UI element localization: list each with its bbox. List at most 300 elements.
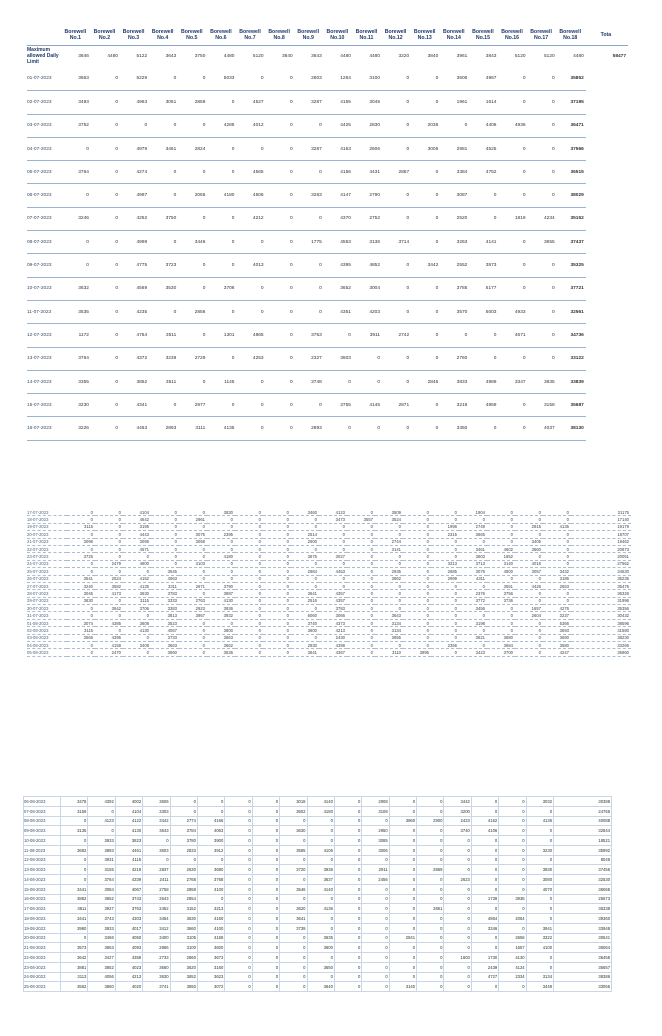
value-cell: 3287 [295, 137, 324, 160]
value-cell: 0 [307, 953, 334, 963]
value-cell: 4100 [526, 943, 553, 953]
value-cell: 3763 [115, 904, 142, 914]
value-cell: 4135 [543, 523, 571, 530]
value-cell: 0 [403, 597, 431, 604]
value-cell: 2520 [440, 207, 469, 230]
value-cell: 0 [235, 538, 263, 545]
value-cell: 0 [263, 553, 291, 560]
value-cell: 0 [91, 277, 120, 300]
value-cell: 0 [389, 797, 416, 807]
value-cell: 0 [403, 582, 431, 589]
value-cell: 4130 [207, 597, 235, 604]
value-cell: 37195 [557, 91, 586, 114]
value-cell: 0 [266, 277, 295, 300]
value-cell: 0 [252, 875, 279, 885]
value-cell: 2479 [95, 560, 123, 567]
value-cell: 2036 [411, 114, 440, 137]
value-cell: 4235 [120, 300, 149, 323]
value-cell: 19179 [571, 523, 631, 530]
value-cell: 3115 [67, 627, 95, 634]
value-cell: 0 [498, 231, 527, 254]
value-cell: 20873 [571, 545, 631, 552]
value-cell: 0 [526, 953, 553, 963]
value-cell: 3955 [375, 634, 403, 641]
value-cell: 3662 [207, 642, 235, 649]
value-cell: 3933 [88, 836, 115, 846]
value-cell: 0 [444, 894, 471, 904]
value-cell: 2790 [353, 184, 382, 207]
value-cell: 0 [417, 933, 444, 943]
value-cell: 0 [266, 347, 295, 370]
value-cell: 0 [252, 923, 279, 933]
value-cell: 0 [431, 590, 459, 597]
value-cell: 3076 [459, 568, 487, 575]
value-cell: 3580 [543, 642, 571, 649]
value-cell: 0 [307, 826, 334, 836]
value-cell: 0 [263, 545, 291, 552]
value-cell: 33055 [554, 982, 612, 992]
value-cell: 0 [62, 231, 91, 254]
value-cell: 0 [207, 538, 235, 545]
value-cell: 2630 [170, 865, 197, 875]
value-cell: 0 [389, 855, 416, 865]
value-cell: 0 [498, 137, 527, 160]
value-cell: 0 [431, 545, 459, 552]
date-cell: 06-08-2023 [24, 797, 61, 807]
value-cell: 0 [179, 568, 207, 575]
value-cell: 0 [498, 417, 527, 440]
value-cell: 3783 [319, 605, 347, 612]
value-cell: 4140 [307, 797, 334, 807]
value-cell: 0 [471, 884, 498, 894]
value-cell: 3473 [319, 516, 347, 523]
value-cell: 0 [499, 845, 526, 855]
value-cell: 3442 [143, 816, 170, 826]
value-cell: 3706 [207, 277, 236, 300]
value-cell: 2846 [411, 370, 440, 393]
value-cell: 3630 [280, 826, 307, 836]
value-cell: 4406 [469, 114, 498, 137]
value-cell: 4372 [120, 347, 149, 370]
value-cell: 0 [543, 590, 571, 597]
value-cell: 0 [252, 982, 279, 992]
value-cell: 0 [319, 560, 347, 567]
value-cell: 2981 [440, 137, 469, 160]
value-cell: 0 [91, 254, 120, 277]
value-cell: 3111 [178, 417, 207, 440]
value-cell: 2430 [319, 634, 347, 641]
value-cell: 0 [123, 553, 151, 560]
date-cell: 18-07-2023 [27, 516, 67, 523]
value-cell: 3600 [197, 943, 224, 953]
value-cell: 0 [123, 612, 151, 619]
date-cell: 24-08-2023 [24, 972, 61, 982]
limit-cell: 3643 [165, 54, 177, 60]
value-cell: 37437 [557, 231, 586, 254]
value-cell: 0 [170, 797, 197, 807]
value-cell: 0 [235, 612, 263, 619]
column-header: Tota [586, 25, 628, 46]
date-cell: 21-07-2023 [27, 538, 67, 545]
value-cell: 0 [459, 627, 487, 634]
limit-cell: 3961 [456, 54, 468, 60]
value-cell: 0 [403, 568, 431, 575]
value-cell: 0 [207, 91, 236, 114]
value-cell: 0 [266, 184, 295, 207]
value-cell: 35152 [557, 207, 586, 230]
value-cell: 3772 [459, 597, 487, 604]
value-cell: 35687 [557, 394, 586, 417]
date-cell: 05-08-2023 [27, 649, 67, 656]
value-cell: 0 [252, 962, 279, 972]
limit-cell: 5120 [514, 54, 526, 60]
value-cell: 0 [120, 114, 149, 137]
value-cell: 4212 [236, 207, 265, 230]
value-cell: 0 [528, 68, 557, 91]
value-cell: 2893 [149, 417, 178, 440]
value-cell: 0 [151, 545, 179, 552]
value-cell: 4357 [319, 590, 347, 597]
value-cell: 4213 [319, 627, 347, 634]
value-cell: 2600 [291, 538, 319, 545]
value-cell: 0 [411, 347, 440, 370]
value-cell: 4979 [120, 137, 149, 160]
value-cell: 4135 [123, 582, 151, 589]
value-cell: 4135 [207, 417, 236, 440]
value-cell: 0 [295, 300, 324, 323]
table-row [27, 516, 631, 523]
value-cell: 4339 [115, 875, 142, 885]
value-cell: 0 [149, 394, 178, 417]
table-row [24, 816, 612, 826]
value-cell: 0 [252, 836, 279, 846]
value-cell: 3862 [61, 894, 88, 904]
value-cell: 2774 [170, 816, 197, 826]
value-cell: 0 [95, 568, 123, 575]
value-cell: 0 [91, 324, 120, 347]
value-cell: 3740 [291, 619, 319, 626]
value-cell: 3780 [170, 836, 197, 846]
date-cell: 22-08-2023 [24, 953, 61, 963]
value-cell: 3739 [280, 923, 307, 933]
value-cell: 3287 [295, 91, 324, 114]
value-cell: 4989 [469, 370, 498, 393]
value-cell: 2900 [417, 816, 444, 826]
value-cell: 0 [307, 914, 334, 924]
value-cell: 0 [444, 836, 471, 846]
value-cell: 4155 [324, 91, 353, 114]
value-cell: 2824 [178, 137, 207, 160]
value-cell: 0 [417, 943, 444, 953]
column-header: Borewell No.13 [411, 25, 440, 46]
value-cell: 4864 [471, 914, 498, 924]
value-cell: 3105 [170, 933, 197, 943]
column-header: Borewell No.12 [382, 25, 411, 46]
value-cell: 0 [528, 254, 557, 277]
value-cell: 4180 [207, 184, 236, 207]
value-cell: 4358 [115, 953, 142, 963]
value-cell: 20051 [571, 553, 631, 560]
value-cell: 0 [487, 523, 515, 530]
date-cell: 21-08-2023 [24, 943, 61, 953]
value-cell: 3606 [440, 68, 469, 91]
value-cell: 3713 [459, 560, 487, 567]
value-cell: 0 [235, 649, 263, 656]
value-cell: 0 [389, 904, 416, 914]
value-cell: 0 [207, 347, 236, 370]
value-cell: 0 [280, 816, 307, 826]
value-cell: 0 [225, 953, 252, 963]
value-cell: 0 [235, 582, 263, 589]
value-cell: 2733 [143, 953, 170, 963]
value-cell: 0 [389, 923, 416, 933]
value-cell: 0 [207, 137, 236, 160]
value-cell: 0 [469, 207, 498, 230]
value-cell: 0 [347, 531, 375, 538]
value-cell: 3456 [459, 605, 487, 612]
value-cell: 4602 [487, 545, 515, 552]
value-cell: 3980 [61, 923, 88, 933]
value-cell: 0 [382, 68, 411, 91]
value-cell: 0 [471, 797, 498, 807]
date-cell: 04-08-2023 [27, 642, 67, 649]
value-cell: 0 [235, 545, 263, 552]
value-cell: 3740 [444, 826, 471, 836]
value-cell: 0 [149, 68, 178, 91]
date-cell: 02-07-2023 [27, 91, 62, 114]
value-cell: 3087 [440, 184, 469, 207]
value-cell: 3673 [197, 953, 224, 963]
value-cell: 1775 [295, 231, 324, 254]
value-cell: 3159 [61, 806, 88, 816]
value-cell: 0 [334, 836, 361, 846]
value-cell: 0 [403, 523, 431, 530]
value-cell: 3603 [459, 553, 487, 560]
value-cell: 4463 [120, 417, 149, 440]
value-cell: 1730 [471, 953, 498, 963]
value-cell: 3115 [123, 597, 151, 604]
value-cell: 0 [123, 568, 151, 575]
value-cell: 0 [178, 207, 207, 230]
value-cell: 4959 [469, 394, 498, 417]
value-cell: 4203 [353, 300, 382, 323]
value-cell: 0 [382, 207, 411, 230]
value-cell: 0 [431, 597, 459, 604]
value-cell: 0 [403, 509, 431, 516]
value-cell: 3524 [375, 516, 403, 523]
value-cell: 36471 [557, 114, 586, 137]
value-cell: 0 [347, 560, 375, 567]
daily-limit-label: Maximum allowed Daily Limit [27, 47, 59, 65]
value-cell: 6060 [291, 612, 319, 619]
value-cell: 0 [469, 324, 498, 347]
value-cell: 0 [353, 370, 382, 393]
value-cell: 0 [235, 553, 263, 560]
value-cell: 0 [334, 845, 361, 855]
value-cell: 3074 [67, 619, 95, 626]
value-cell: 3313 [431, 560, 459, 567]
value-cell: 2859 [170, 884, 197, 894]
value-cell: 0 [252, 855, 279, 865]
value-cell: 0 [280, 982, 307, 992]
value-cell: 0 [528, 137, 557, 160]
value-cell: 4063 [151, 575, 179, 582]
value-cell: 1996 [431, 523, 459, 530]
value-cell: 2514 [291, 531, 319, 538]
date-cell: 16-08-2023 [24, 894, 61, 904]
value-cell: 0 [353, 417, 382, 440]
value-cell: 0 [151, 523, 179, 530]
value-cell: 2327 [295, 347, 324, 370]
value-cell: 0 [444, 972, 471, 982]
value-cell: 4130 [499, 953, 526, 963]
value-cell: 3511 [149, 324, 178, 347]
value-cell: 3632 [62, 277, 91, 300]
limit-cell: 3750 [194, 54, 206, 60]
value-cell: 3830 [207, 509, 235, 516]
value-cell: 0 [319, 531, 347, 538]
value-cell: 3027 [319, 553, 347, 560]
value-cell: 3045 [67, 590, 95, 597]
value-cell: 0 [236, 417, 265, 440]
value-cell: 0 [263, 590, 291, 597]
value-cell: 0 [170, 855, 197, 865]
value-cell: 0 [347, 545, 375, 552]
value-cell: 4145 [353, 394, 382, 417]
value-cell: 0 [225, 972, 252, 982]
value-cell: 0 [151, 516, 179, 523]
value-cell: 0 [178, 114, 207, 137]
value-cell: 2654 [170, 894, 197, 904]
value-cell: 3637 [307, 875, 334, 885]
value-cell: 1264 [324, 68, 353, 91]
value-cell: 0 [498, 184, 527, 207]
value-cell: 0 [471, 875, 498, 885]
value-cell: 0 [235, 597, 263, 604]
value-cell: 24766 [554, 806, 612, 816]
value-cell: 0 [382, 184, 411, 207]
date-cell: 25-08-2023 [24, 982, 61, 992]
column-header: Borewell No.6 [207, 25, 236, 46]
value-cell: 4752 [469, 161, 498, 184]
value-cell: 0 [417, 972, 444, 982]
value-cell: 0 [236, 370, 265, 393]
value-cell: 0 [389, 865, 416, 875]
value-cell: 0 [526, 962, 553, 972]
value-cell: 0 [252, 865, 279, 875]
value-cell: 3931 [88, 855, 115, 865]
value-cell: 0 [353, 347, 382, 370]
value-cell: 0 [178, 277, 207, 300]
value-cell: 3565 [67, 634, 95, 641]
value-cell: 0 [459, 516, 487, 523]
header-corner [27, 25, 62, 46]
value-cell: 0 [207, 568, 235, 575]
value-cell: 3140 [389, 982, 416, 992]
value-cell: 0 [347, 575, 375, 582]
value-cell: 0 [487, 509, 515, 516]
value-cell: 3941 [526, 923, 553, 933]
value-cell: 0 [295, 114, 324, 137]
value-cell: 4443 [123, 531, 151, 538]
value-cell: 0 [207, 575, 235, 582]
value-cell: 0 [487, 612, 515, 619]
table-row [27, 254, 628, 277]
value-cell: 40088 [554, 816, 612, 826]
value-cell: 2984 [291, 568, 319, 575]
value-cell: 2869 [417, 865, 444, 875]
value-cell: 0 [207, 254, 236, 277]
value-cell: 0 [403, 575, 431, 582]
value-cell: 0 [91, 207, 120, 230]
value-cell: 0 [207, 394, 236, 417]
table-row [27, 605, 631, 612]
value-cell: 39360 [554, 914, 612, 924]
value-cell: 3887 [207, 590, 235, 597]
value-cell: 4180 [307, 806, 334, 816]
value-cell: 0 [280, 953, 307, 963]
value-cell: 3004 [353, 277, 382, 300]
value-cell: 0 [307, 836, 334, 846]
value-cell: 0 [499, 884, 526, 894]
value-cell: 0 [88, 826, 115, 836]
value-cell: 0 [487, 538, 515, 545]
value-cell: 0 [526, 904, 553, 914]
value-cell: 0 [151, 509, 179, 516]
value-cell: 0 [295, 207, 324, 230]
table-row [27, 597, 631, 604]
value-cell: 0 [444, 914, 471, 924]
value-cell: 4002 [115, 797, 142, 807]
value-cell: 0 [526, 914, 553, 924]
table-row [27, 582, 631, 589]
value-cell: 3346 [471, 923, 498, 933]
value-cell: 38596 [571, 619, 631, 626]
date-cell: 05-07-2023 [27, 161, 62, 184]
table-row [27, 575, 631, 582]
value-cell: 0 [403, 605, 431, 612]
value-cell: 0 [179, 575, 207, 582]
date-cell: 09-07-2023 [27, 254, 62, 277]
value-cell: 0 [431, 605, 459, 612]
value-cell: 0 [319, 538, 347, 545]
value-cell: 2456 [362, 875, 389, 885]
date-cell: 07-08-2023 [24, 806, 61, 816]
value-cell: 0 [225, 845, 252, 855]
value-cell: 3283 [295, 184, 324, 207]
value-cell: 3636 [207, 649, 235, 656]
date-cell: 20-08-2023 [24, 933, 61, 943]
value-cell: 0 [266, 114, 295, 137]
value-cell: 3641 [291, 649, 319, 656]
value-cell: 4425 [324, 114, 353, 137]
value-cell: 0 [252, 797, 279, 807]
value-cell: 0 [362, 933, 389, 943]
value-cell: 0 [280, 943, 307, 953]
value-cell: 0 [91, 347, 120, 370]
value-cell: 0 [291, 545, 319, 552]
value-cell: 4013 [236, 254, 265, 277]
table-row [27, 417, 628, 440]
value-cell: 5229 [120, 68, 149, 91]
table-row [27, 137, 628, 160]
value-cell: 3933 [88, 923, 115, 933]
value-cell: 4933 [498, 300, 527, 323]
value-cell: 3464 [143, 914, 170, 924]
value-cell: 0 [252, 914, 279, 924]
column-header: Borewell No.11 [353, 25, 382, 46]
value-cell: 3603 [324, 347, 353, 370]
